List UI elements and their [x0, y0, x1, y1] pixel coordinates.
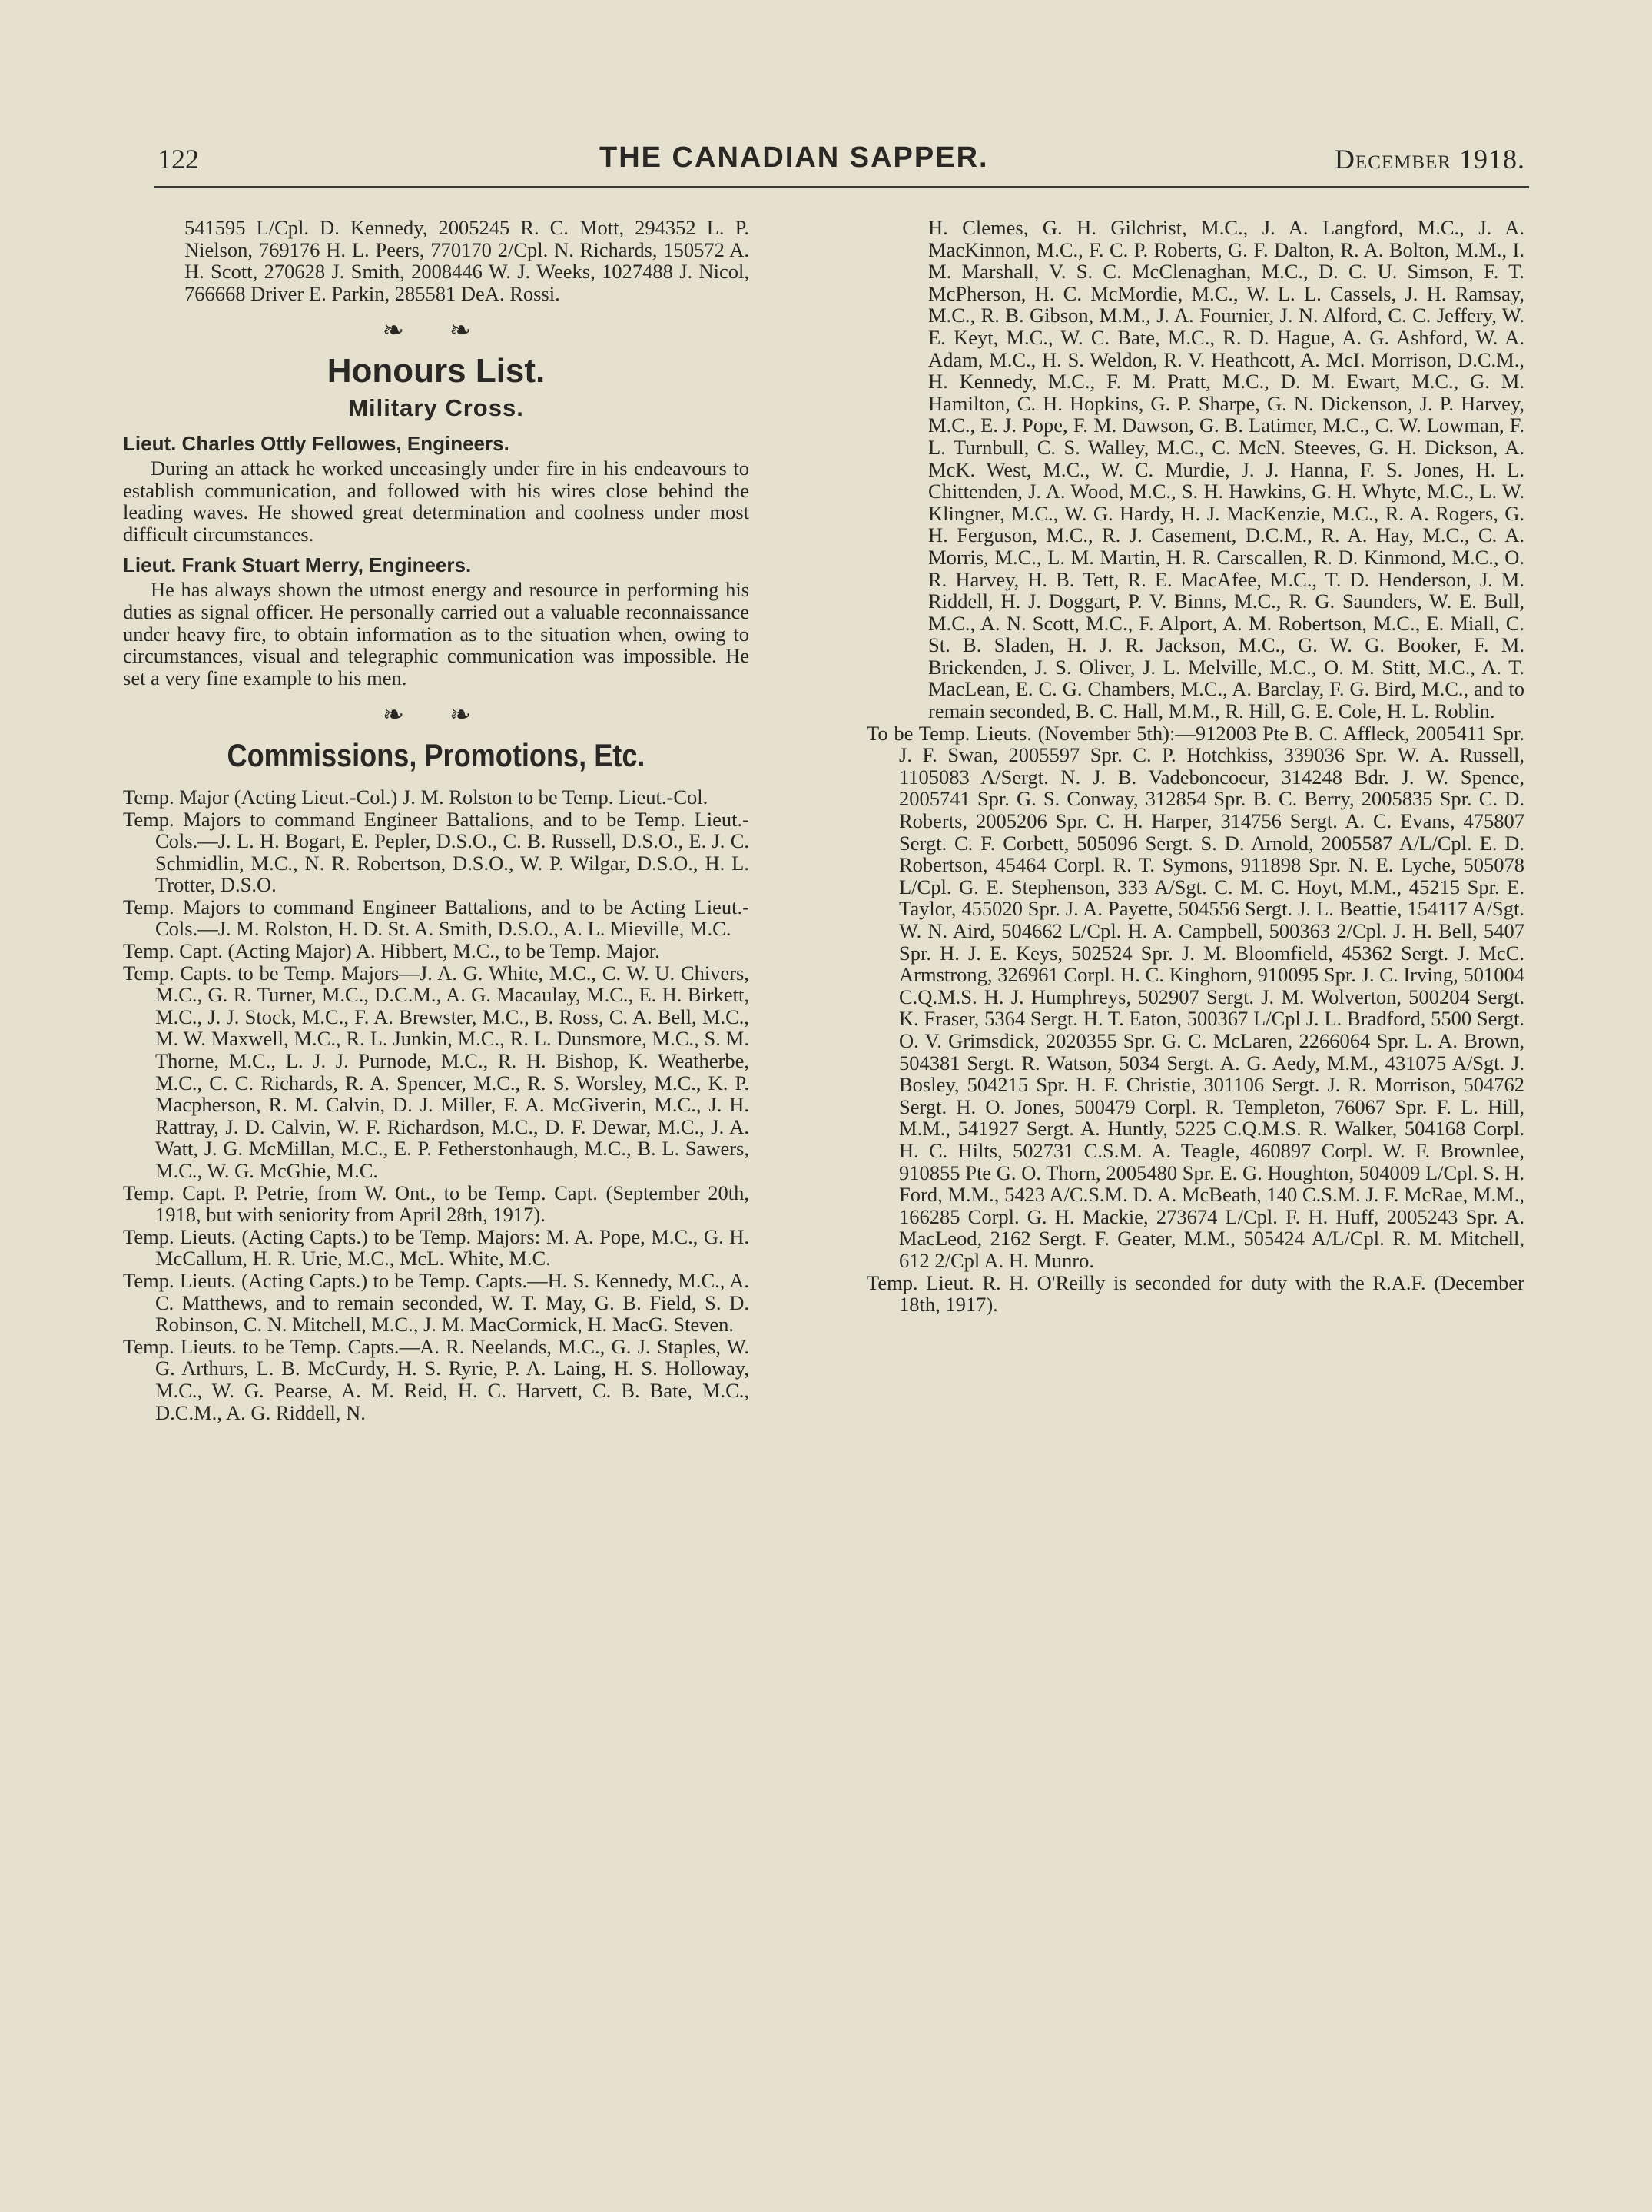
page-number: 122: [158, 144, 199, 174]
honours-title: Honours List.: [327, 351, 546, 390]
military-cross-heading: Military Cross.: [348, 394, 524, 421]
recipient-citation: During an attack he worked unceasingly under fire in his endeavours to establish communication, and followed with his wires close behind the leading waves. He showed great determination and coolness under most difficult circumstances.: [123, 456, 749, 546]
continued-list: H. Clemes, G. H. Gilchrist, M.C., J. A. Langford, M.C., J. A. MacKinnon, M.C., F. C. P. Roberts, G. F. Dalton, R. A. Bolton, M.M., I. M. Marshall, V. S. C. McClenaghan, M.C., D. C. U. Simson, F. T. McPherson, H. C. McMordie, M.C., W. L. L. Cassels, J. H. Ramsay, M.C., R. B. Gibson, M.M., J. A. Fournier, J. N. Alford, C. C. Jeffery, W. E. Keyt, M.C., W. C. Bate, M.C., R. D. Hague, A. G. Ashford, W. A. Adam, M.C., H. S. Weldon, R. V. Heathcott, A. McI. Morrison, D.C.M., H. Kennedy, M.C., F. M. Pratt, M.C., D. M. Ewart, M.C., G. M. Hamilton, C. H. Hopkins, G. P. Sharpe, G. N. Dickenson, J. P. Harvey, M.C., E. J. Pope, F. M. Dawson, G. B. Latimer, M.C., C. W. Lowman, F. L. Turnbull, C. S. Walley, M.C., C. McN. Steeves, G. H. Dickson, A. McK. West, M.C., W. C. Murdie, J. J. Hanna, F. S. Jones, H. L. Chittenden, J. A. Wood, M.C., S. H. Hawkins, G. H. Whyte, M.C., L. W. Klingner, M.C., W. G. Hardy, H. J. MacKenzie, M.C., R. A. Rogers, G. H. Ferguson, M.C., R. J. Casement, D.C.M., R. A. Hay, M.C., C. A. Morris, M.C., L. M. Martin, H. R. Carscallen, R. D. Kinmond, M.C., O. R. Harvey, H. B. Tett, R. E. MacAfee, M.C., T. D. Henderson, J. M. Riddell, H. J. Doggart, P. V. Binns, M.C., R. G. Saunders, W. E. Bull, M.C., A. N. Scott, M.C., F. Alport, A. M. Robertson, M.C., E. Miall, C. St. B. Sladen, H. J. R. Jackson, M.C., G. W. G. Booker, F. M. Brickenden, J. S. Oliver, J. L. Melville, M.C., O. M. Stitt, M.C., A. T. MacLean, E. C. G. Chambers, M.C., A. Barclay, F. G. Bird, M.C., and to remain seconded, B. C. Hall, M.M., R. Hill, G. E. Cole, H. L. Roblin.: [928, 216, 1524, 723]
temp-lieuts-entry: To be Temp. Lieuts. (November 5th):—912003 Pte B. C. Affleck, 2005411 Spr. J. F. Swan, 2005597 Spr. C. P. Hotchkiss, 339036 Spr. W. A. Russell, 1105083 A/Sergt. N. J. B. Vadeboncoeur, 314248 Bdr. J. W. Spence, 2005741 Spr. G. S. Conway, 312854 Spr. B. C. Berry, 2005835 Spr. C. D. Roberts, 2005206 Spr. C. H. Harper, 314756 Sergt. A. C. Evans, 475807 Sergt. C. F. Corbett, 505096 Sergt. S. D. Arnold, 2005587 A/L/Cpl. E. D. Robertson, 45464 Corpl. R. T. Symons, 911898 Spr. N. E. Lyche, 505078 L/Cpl. G. E. Stephenson, 333 A/Sgt. C. M. C. Hoyt, M.M., 45215 Spr. E. Taylor, 455020 Spr. J. A. Payette, 504556 Sergt. J. L. Beattie, 154117 A/Sgt. W. N. Aird, 504662 L/Cpl. H. A. Campbell, 500363 2/Cpl. J. H. Bell, 5407 Spr. H. J. E. Keys, 502524 Spr. J. M. Bloomfield, 45362 Sergt. J. McC. Armstrong, 326961 Corpl. H. C. Kinghorn, 910095 Spr. J. C. Irving, 501004 C.Q.M.S. H. J. Humphreys, 502907 Sergt. J. M. Wolverton, 500204 Sergt. K. Fraser, 5364 Sergt. H. T. Eaton, 500367 L/Cpl J. L. Bradford, 5500 Sergt. O. V. Grimsdick, 2020355 Spr. G. C. McLaren, 2266064 Spr. L. A. Brown, 504381 Sergt. R. Watson, 5034 Sergt. A. G. Aedy, M.M., 431075 A/Sgt. J. Bosley, 504215 Spr. H. F. Christie, 301106 Sergt. J. R. Morrison, 504762 Sergt. H. O. Jones, 500479 Corpl. R. Templeton, 76067 Spr. F. L. Hill, M.M., 541927 Sergt. A. Huntly, 5225 C.Q.M.S. R. Walker, 504168 Corpl. H. C. Hilts, 502731 C.S.M. A. Teagle, 460897 Corpl. W. F. Brownlee, 910855 Pte G. O. Thorn, 2005480 Spr. E. G. Houghton, 504009 L/Cpl. S. H. Ford, M.M., 5423 A/C.S.M. D. A. McBeath, 140 C.S.M. J. F. McRae, M.M., 166285 Corpl. G. H. Mackie, 273674 L/Cpl. F. H. Huff, 2005243 Spr. A. MacLeod, 2162 Sergt. F. Geater, M.M., 505424 A/L/Cpl. R. M. Mitchell, 612 2/Cpl A. H. Munro.: [867, 721, 1524, 1272]
journal-title: THE CANADIAN SAPPER.: [599, 141, 989, 174]
opening-list: 541595 L/Cpl. D. Kennedy, 2005245 R. C. Mott, 294352 L. P. Nielson, 769176 H. L. Peers, 770170 2/Cpl. N. Richards, 150572 A. H. Scott, 270628 J. Smith, 2008446 W. J. Weeks, 1027488 J. Nicol, 766668 Driver E. Parkin, 285581 DeA. Rossi.: [184, 216, 749, 305]
right-column: [867, 217, 1524, 1316]
commission-entry: Temp. Lieuts. (Acting Capts.) to be Temp. Capts.—H. S. Kennedy, M.C., A. C. Matthews, and to remain seconded, W. T. May, G. B. Field, S. D. Robinson, C. N. Mitchell, M.C., J. M. MacCormick, H. MacG. Steven.: [123, 1268, 749, 1337]
commission-entry: Temp. Major (Acting Lieut.-Col.) J. M. Rolston to be Temp. Lieut.-Col.: [123, 785, 708, 809]
recipient-name: Lieut. Frank Stuart Merry, Engineers.: [123, 553, 472, 577]
left-column: [123, 217, 749, 1423]
page-header: [158, 138, 1525, 181]
ornament-divider: ❧ ❧: [382, 315, 490, 347]
recipient-citation: He has always shown the utmost energy and resource in performing his duties as signal officer. He personally carried out a valuable reconnaissance under heavy fire, to obtain information as to the situation when, owing to circumstances, visual and telegraphic communication was impossible. He set a very fine example to his men.: [123, 578, 749, 689]
commission-entry: Temp. Lieuts. to be Temp. Capts.—A. R. Neelands, M.C., G. J. Staples, W. G. Arthurs, L. B. McCurdy, H. S. Ryrie, P. A. Laing, H. S. Holloway, M.C., W. G. Pearse, A. M. Reid, H. C. Harvett, C. B. Bate, M.C., D.C.M., A. G. Riddell, N.: [123, 1334, 749, 1424]
commission-entry: Temp. Capts. to be Temp. Majors—J. A. G. White, M.C., C. W. U. Chivers, M.C., G. R. Turner, M.C., D.C.M., A. G. Macaulay, M.C., E. H. Birkett, M.C., J. J. Stock, M.C., F. A. Brewster, M.C., B. Ross, C. A. Bell, M.C., M. W. Maxwell, M.C., R. L. Junkin, M.C., R. L. Dunsmore, M.C., S. M. Thorne, M.C., L. J. J. Purnode, M.C., R. H. Bishop, K. Weatherbe, M.C., C. C. Richards, R. A. Spencer, M.C., R. S. Worsley, M.C., K. P. Macpherson, R. M. Calvin, D. J. Miller, F. A. McGiverin, M.C., J. H. Rattray, J. D. Calvin, W. F. Richardson, M.C., D. F. Dewar, M.C., J. A. Watt, J. G. McMillan, M.C., E. P. Fetherstonhaugh, M.C., B. L. Sawers, M.C., W. G. McGhie, M.C.: [123, 961, 749, 1182]
commission-entry: Temp. Lieuts. (Acting Capts.) to be Temp. Majors: M. A. Pope, M.C., G. H. McCallum, H. R. Urie, M.C., McL. White, M.C.: [123, 1224, 749, 1270]
issue-date: December 1918.: [1334, 144, 1525, 174]
commission-entry: Temp. Majors to command Engineer Battalions, and to be Acting Lieut.-Cols.—J. M. Rolston, H. D. St. A. Smith, D.S.O., A. L. Mieville, M.C.: [123, 895, 749, 941]
raf-secondment-entry: Temp. Lieut. R. H. O'Reilly is seconded for duty with the R.A.F. (December 18th, 1917).: [867, 1270, 1524, 1317]
recipient-name: Lieut. Charles Ottly Fellowes, Engineers.: [123, 431, 509, 455]
header-rule: [154, 186, 1529, 188]
commission-entry: Temp. Capt. (Acting Major) A. Hibbert, M.C., to be Temp. Major.: [123, 939, 660, 963]
commissions-title: Commissions, Promotions, Etc.: [227, 736, 645, 773]
commission-entry: Temp. Majors to command Engineer Battalions, and to be Temp. Lieut.-Cols.—J. L. H. Bogart, E. Pepler, D.S.O., C. B. Russell, D.S.O., E. J. C. Schmidlin, M.C., N. R. Robertson, D.S.O., W. P. Wilgar, D.S.O., H. L. Trotter, D.S.O.: [123, 807, 749, 897]
commission-entry: Temp. Capt. P. Petrie, from W. Ont., to be Temp. Capt. (September 20th, 1918, but with seniority from April 28th, 1917).: [123, 1181, 749, 1227]
ornament-divider: ❧ ❧: [382, 699, 490, 731]
